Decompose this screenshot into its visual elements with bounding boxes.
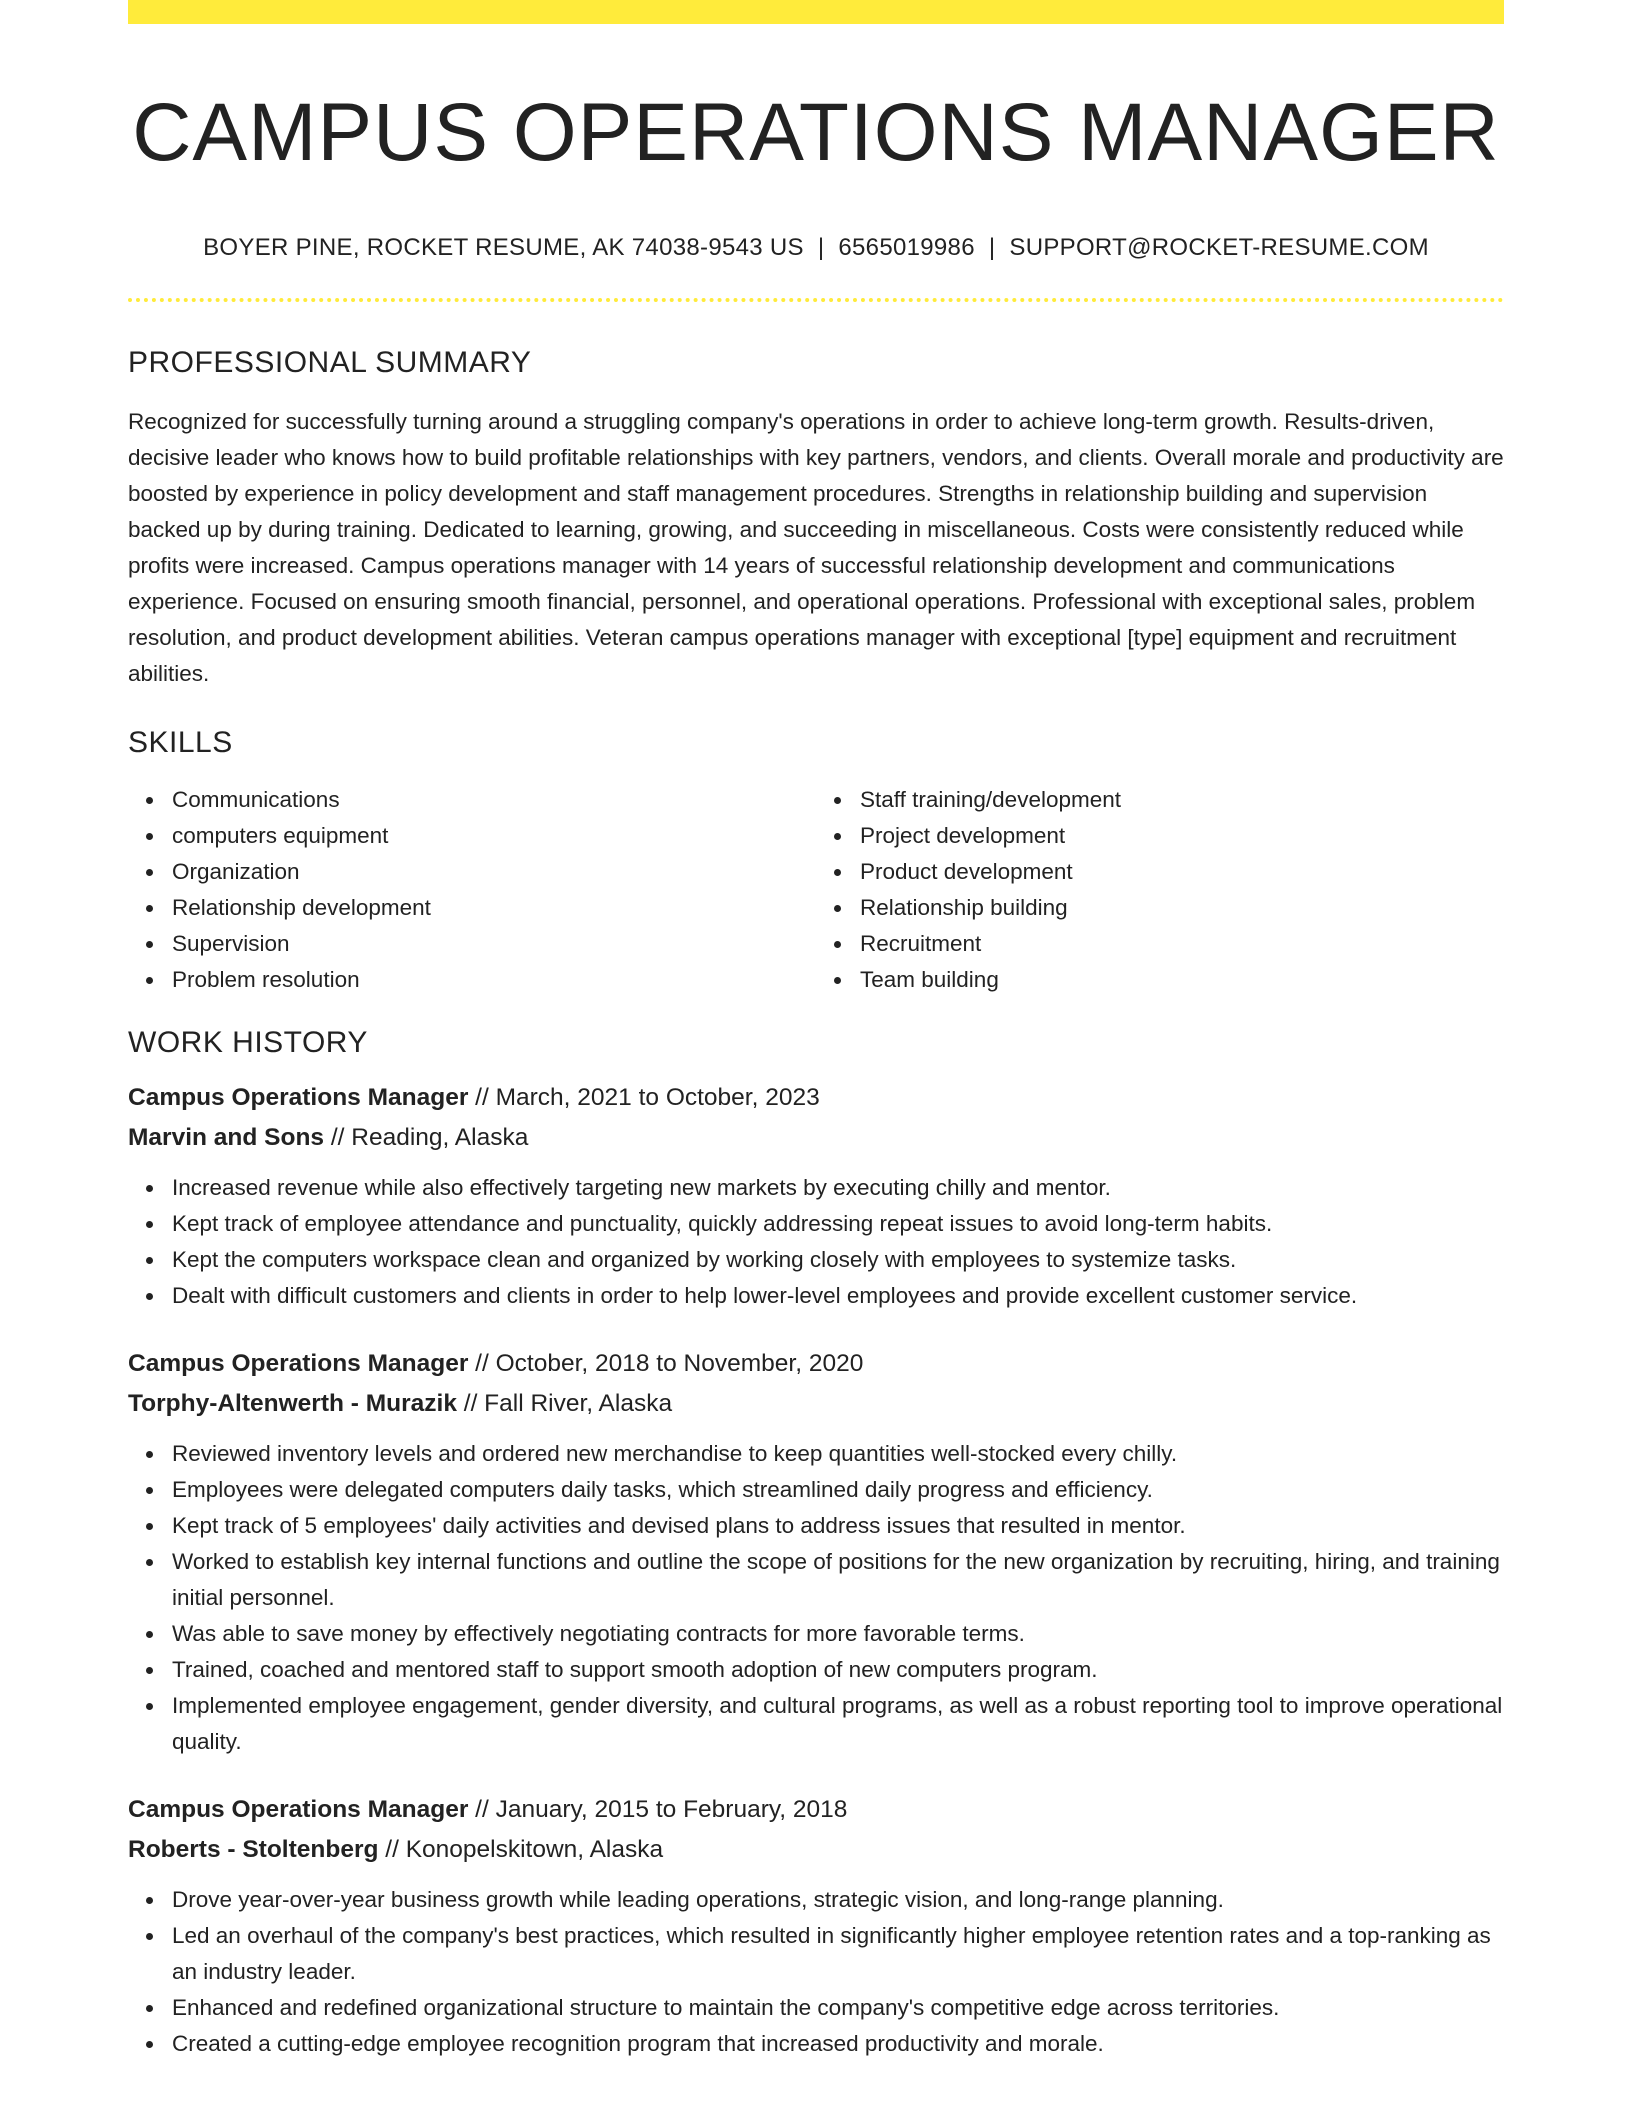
contact-line — [128, 234, 1504, 262]
job-bullet: Worked to establish key internal functions and outline the scope of positions for the new organization by recruiting, hiring, and training initial personnel. — [172, 1544, 1504, 1616]
skills-column-left — [128, 782, 816, 998]
job-bullet: Kept track of employee attendance and punctuality, quickly addressing repeat issues to avoid long-term habits. — [172, 1206, 1504, 1242]
contact-separator: | — [817, 234, 825, 262]
job-bullet-list — [128, 1436, 1504, 1760]
skill-item: Team building — [860, 962, 1504, 998]
job-bullet: Kept track of 5 employees' daily activities and devised plans to address issues that resulted in mentor. — [172, 1508, 1504, 1544]
job-title: Campus Operations Manager — [128, 1796, 469, 1824]
job-location: // Konopelskitown, Alaska — [378, 1836, 664, 1864]
job-company-line — [128, 1830, 1504, 1870]
skills-grid — [128, 782, 1504, 998]
job-company-line — [128, 1384, 1504, 1424]
resume-name: CAMPUS OPERATIONS MANAGER — [132, 87, 1500, 178]
job-bullet: Employees were delegated computers daily tasks, which streamlined daily progress and efficiency. — [172, 1472, 1504, 1508]
job-bullet: Increased revenue while also effectively targeting new markets by executing chilly and mentor. — [172, 1170, 1504, 1206]
resume-page — [128, 0, 1504, 2062]
job-company: Marvin and Sons — [128, 1124, 325, 1152]
skills-column-right — [816, 782, 1504, 998]
job-entry — [128, 1790, 1504, 2062]
skill-item: Supervision — [172, 926, 816, 962]
job-company: Torphy-Altenwerth - Murazik — [128, 1390, 457, 1418]
contact-email: SUPPORT@ROCKET-RESUME.COM — [1009, 234, 1429, 262]
skill-item: Communications — [172, 782, 816, 818]
work-history-heading: WORK HISTORY — [128, 1026, 368, 1060]
job-title: Campus Operations Manager — [128, 1350, 469, 1378]
skills-heading: SKILLS — [128, 726, 233, 760]
job-title-line — [128, 1078, 1504, 1118]
job-location: // Reading, Alaska — [324, 1124, 529, 1152]
job-title-line — [128, 1790, 1504, 1830]
job-title-line — [128, 1344, 1504, 1384]
job-entry — [128, 1344, 1504, 1760]
job-bullet: Implemented employee engagement, gender diversity, and cultural programs, as well as a robust reporting tool to improve operational quality. — [172, 1688, 1504, 1760]
contact-separator: | — [988, 234, 996, 262]
dotted-divider — [128, 298, 1504, 302]
job-bullet: Kept the computers workspace clean and organized by working closely with employees to systemize tasks. — [172, 1242, 1504, 1278]
job-bullet: Trained, coached and mentored staff to support smooth adoption of new computers program. — [172, 1652, 1504, 1688]
skill-item: Project development — [860, 818, 1504, 854]
skill-item: Problem resolution — [172, 962, 816, 998]
job-title: Campus Operations Manager — [128, 1084, 469, 1112]
job-bullet: Enhanced and redefined organizational structure to maintain the company's competitive edge across territories. — [172, 1990, 1504, 2026]
job-bullet-list — [128, 1882, 1504, 2062]
job-bullet: Drove year-over-year business growth while leading operations, strategic vision, and long-range planning. — [172, 1882, 1504, 1918]
skill-item: computers equipment — [172, 818, 816, 854]
job-dates: // March, 2021 to October, 2023 — [468, 1084, 820, 1112]
job-bullet: Dealt with difficult customers and clients in order to help lower-level employees and provide excellent customer service. — [172, 1278, 1504, 1314]
contact-phone: 6565019986 — [838, 234, 975, 262]
skill-item: Staff training/development — [860, 782, 1504, 818]
job-location: // Fall River, Alaska — [456, 1390, 673, 1418]
job-company-line — [128, 1118, 1504, 1158]
skill-item: Relationship building — [860, 890, 1504, 926]
skill-item: Relationship development — [172, 890, 816, 926]
skill-item: Organization — [172, 854, 816, 890]
job-bullet: Created a cutting-edge employee recognition program that increased productivity and morale. — [172, 2026, 1504, 2062]
job-bullet: Led an overhaul of the company's best practices, which resulted in significantly higher employee retention rates and a top-ranking as an industry leader. — [172, 1918, 1504, 1990]
job-dates: // January, 2015 to February, 2018 — [468, 1796, 848, 1824]
summary-heading: PROFESSIONAL SUMMARY — [128, 346, 532, 380]
job-bullet: Reviewed inventory levels and ordered new merchandise to keep quantities well-stocked every chilly. — [172, 1436, 1504, 1472]
accent-bar — [128, 0, 1504, 24]
job-bullet-list — [128, 1170, 1504, 1314]
job-bullet: Was able to save money by effectively negotiating contracts for more favorable terms. — [172, 1616, 1504, 1652]
skill-item: Recruitment — [860, 926, 1504, 962]
skill-item: Product development — [860, 854, 1504, 890]
job-entry — [128, 1078, 1504, 1314]
job-company: Roberts - Stoltenberg — [128, 1836, 379, 1864]
summary-text: Recognized for successfully turning around a struggling company's operations in order to achieve long-term growth. Results-driven, decisive leader who knows how to build profitable relationships with key partners, vendors, and clients. Overall morale and productivity are boosted by experience in policy development and staff management procedures. Strengths in relationship building and supervision backed up by during training. Dedicated to learning, growing, and succeeding in miscellaneous. Costs were consistently reduced while profits were increased. Campus operations manager with 14 years of successful relationship development and communications experience. Focused on ensuring smooth financial, personnel, and operational operations. Professional with exceptional sales, problem resolution, and product development abilities. Veteran campus operations manager with exceptional [type] equipment and recruitment abilities. — [128, 409, 1504, 687]
contact-address: BOYER PINE, ROCKET RESUME, AK 74038-9543 US — [203, 234, 804, 262]
job-dates: // October, 2018 to November, 2020 — [468, 1350, 864, 1378]
